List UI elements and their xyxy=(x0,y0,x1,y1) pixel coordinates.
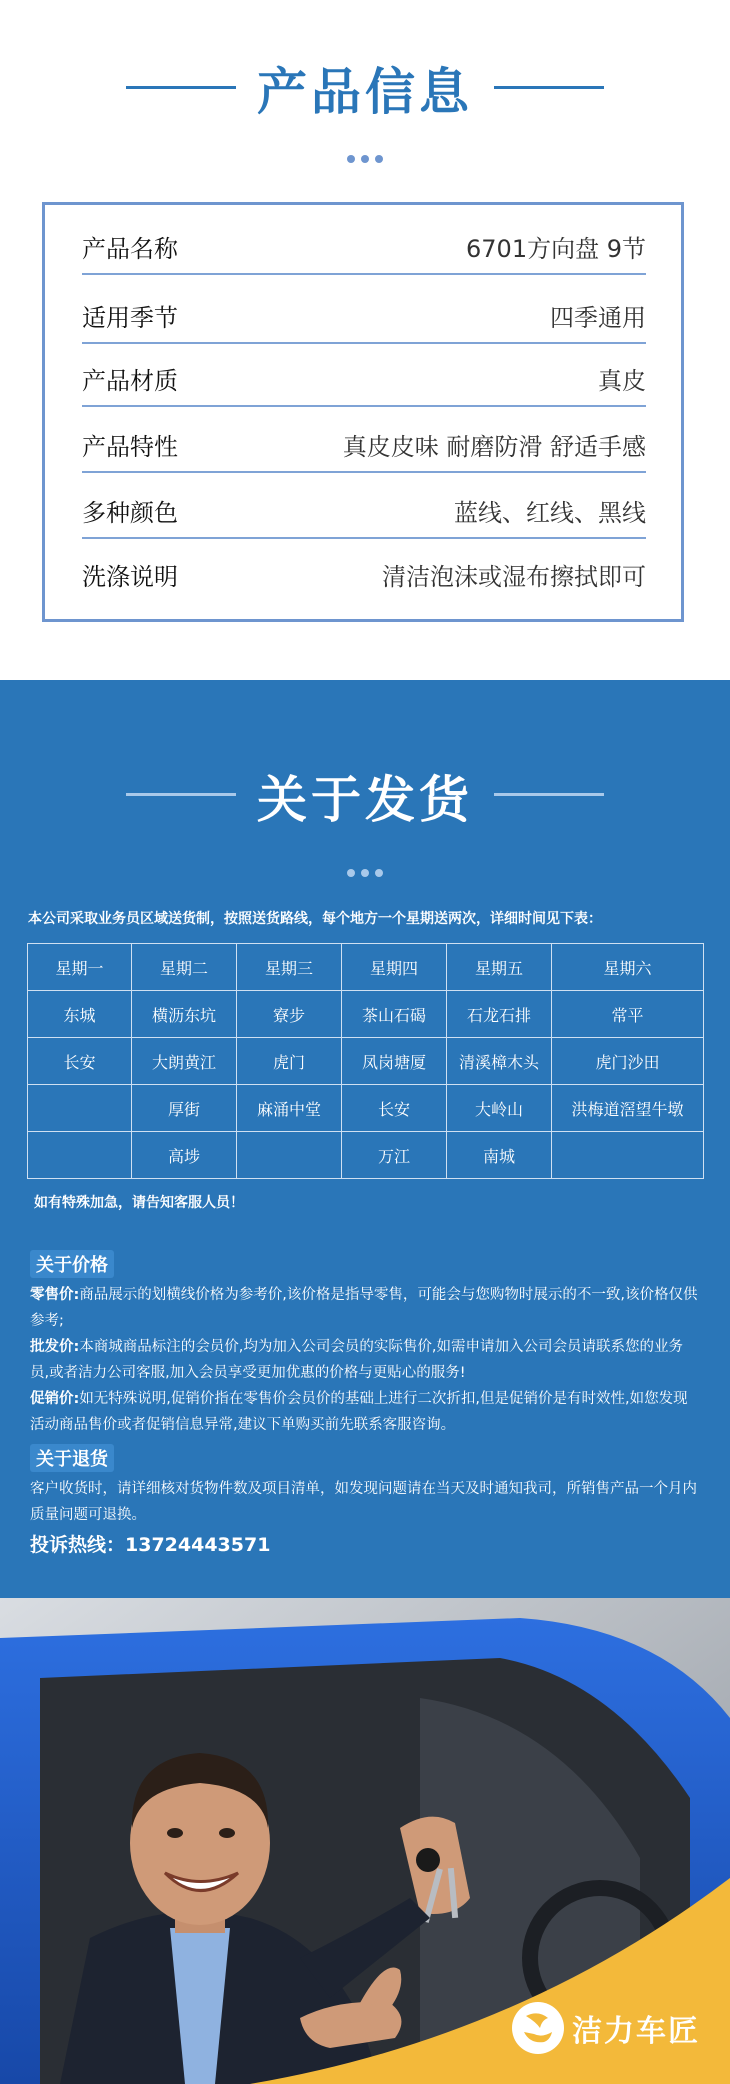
table-cell: 洪梅道滘望牛墩 xyxy=(552,1085,704,1132)
table-cell: 虎门 xyxy=(237,1038,342,1085)
table-cell: 大岭山 xyxy=(447,1085,552,1132)
price-heading: 关于价格 xyxy=(30,1250,114,1278)
info-row xyxy=(82,219,646,275)
table-cell xyxy=(237,1132,342,1179)
price-term: 促销价: xyxy=(30,1391,80,1407)
product-info-title: 产品信息 xyxy=(257,63,473,121)
table-header-cell: 星期三 xyxy=(237,944,342,991)
info-row xyxy=(82,417,646,473)
brand-logo xyxy=(512,2002,700,2054)
brand-mark-icon xyxy=(512,2002,564,2054)
title-dots xyxy=(0,862,730,881)
table-cell: 虎门沙田 xyxy=(552,1038,704,1085)
info-row xyxy=(82,288,646,344)
info-row xyxy=(82,351,646,407)
table-header-cell: 星期六 xyxy=(552,944,704,991)
info-label: 产品特性 xyxy=(82,433,178,461)
price-text: 如无特殊说明,促销价指在零售价会员价的基础上进行二次折扣,但是促销价是有时效性,如您发现活动商品售价或者促销信息异常,建议下单购买前先联系客服咨询。 xyxy=(30,1391,688,1433)
product-info-section xyxy=(0,0,730,680)
table-cell: 清溪樟木头 xyxy=(447,1038,552,1085)
price-text: 本商城商品标注的会员价,均为加入公司会员的实际售价,如需申请加入公司会员请联系您的业务员,或者洁力公司客服,加入会员享受更加优惠的价格与更贴心的服务! xyxy=(30,1339,684,1381)
info-label: 多种颜色 xyxy=(82,499,178,527)
table-cell: 常平 xyxy=(552,991,704,1038)
info-row xyxy=(82,545,646,601)
price-item-retail xyxy=(30,1282,702,1334)
table-cell: 寮步 xyxy=(237,991,342,1038)
hero-photo xyxy=(0,1598,730,2084)
info-value: 四季通用 xyxy=(550,304,646,332)
info-label: 洗涤说明 xyxy=(82,563,178,591)
table-cell: 大朗黄江 xyxy=(132,1038,237,1085)
table-cell: 麻涌中堂 xyxy=(237,1085,342,1132)
info-value: 6701方向盘 9节 xyxy=(466,235,646,263)
table-cell: 凤岗塘厦 xyxy=(342,1038,447,1085)
table-cell: 横沥东坑 xyxy=(132,991,237,1038)
brand-name: 洁力车匠 xyxy=(572,2014,700,2049)
shipping-title-wrap xyxy=(0,760,730,832)
table-cell: 茶山石碣 xyxy=(342,991,447,1038)
table-cell: 东城 xyxy=(28,991,132,1038)
info-label: 产品材质 xyxy=(82,367,178,395)
table-cell: 南城 xyxy=(447,1132,552,1179)
table-header-cell: 星期五 xyxy=(447,944,552,991)
shipping-section xyxy=(0,680,730,1598)
table-cell xyxy=(28,1132,132,1179)
price-text: 商品展示的划横线价格为参考价,该价格是指导零售，可能会与您购物时展示的不一致,该价格仅供参考; xyxy=(30,1287,698,1329)
table-row xyxy=(28,1038,704,1085)
returns-text: 客户收货时，请详细核对货物件数及项目清单，如发现问题请在当天及时通知我司，所销售产品一个月内质量问题可退换。 xyxy=(30,1481,697,1523)
shipping-title: 关于发货 xyxy=(257,771,473,829)
table-header-row xyxy=(28,944,704,991)
table-row xyxy=(28,1132,704,1179)
price-item-wholesale xyxy=(30,1334,702,1386)
special-note: 如有特殊加急，请告知客服人员！ xyxy=(34,1195,244,1211)
table-header-cell: 星期二 xyxy=(132,944,237,991)
info-label: 适用季节 xyxy=(82,304,178,332)
price-item-promo xyxy=(30,1386,702,1438)
info-row xyxy=(82,483,646,539)
table-cell: 石龙石排 xyxy=(447,991,552,1038)
table-cell: 长安 xyxy=(28,1038,132,1085)
product-info-box xyxy=(42,202,684,622)
table-cell: 厚街 xyxy=(132,1085,237,1132)
complaint-hotline: 投诉热线：13724443571 xyxy=(30,1534,271,1556)
table-cell xyxy=(552,1132,704,1179)
info-value: 真皮 xyxy=(598,367,646,395)
table-row xyxy=(28,991,704,1038)
table-row xyxy=(28,1085,704,1132)
price-term: 批发价: xyxy=(30,1339,80,1355)
table-header-cell: 星期四 xyxy=(342,944,447,991)
info-value: 真皮皮味 耐磨防滑 舒适手感 xyxy=(342,433,646,461)
title-dots xyxy=(0,148,730,167)
table-cell: 高埗 xyxy=(132,1132,237,1179)
table-cell xyxy=(28,1085,132,1132)
delivery-schedule-table xyxy=(27,943,704,1179)
table-cell: 长安 xyxy=(342,1085,447,1132)
table-header-cell: 星期一 xyxy=(28,944,132,991)
table-cell: 万江 xyxy=(342,1132,447,1179)
product-info-title-wrap xyxy=(0,52,730,124)
info-value: 蓝线、红线、黑线 xyxy=(454,499,646,527)
price-term: 零售价: xyxy=(30,1287,80,1303)
returns-heading: 关于退货 xyxy=(30,1444,114,1472)
shipping-intro: 本公司采取业务员区域送货制，按照送货路线，每个地方一个星期送两次，详细时间见下表： xyxy=(28,911,602,927)
info-label: 产品名称 xyxy=(82,235,178,263)
info-value: 清洁泡沫或湿布擦拭即可 xyxy=(382,563,646,591)
